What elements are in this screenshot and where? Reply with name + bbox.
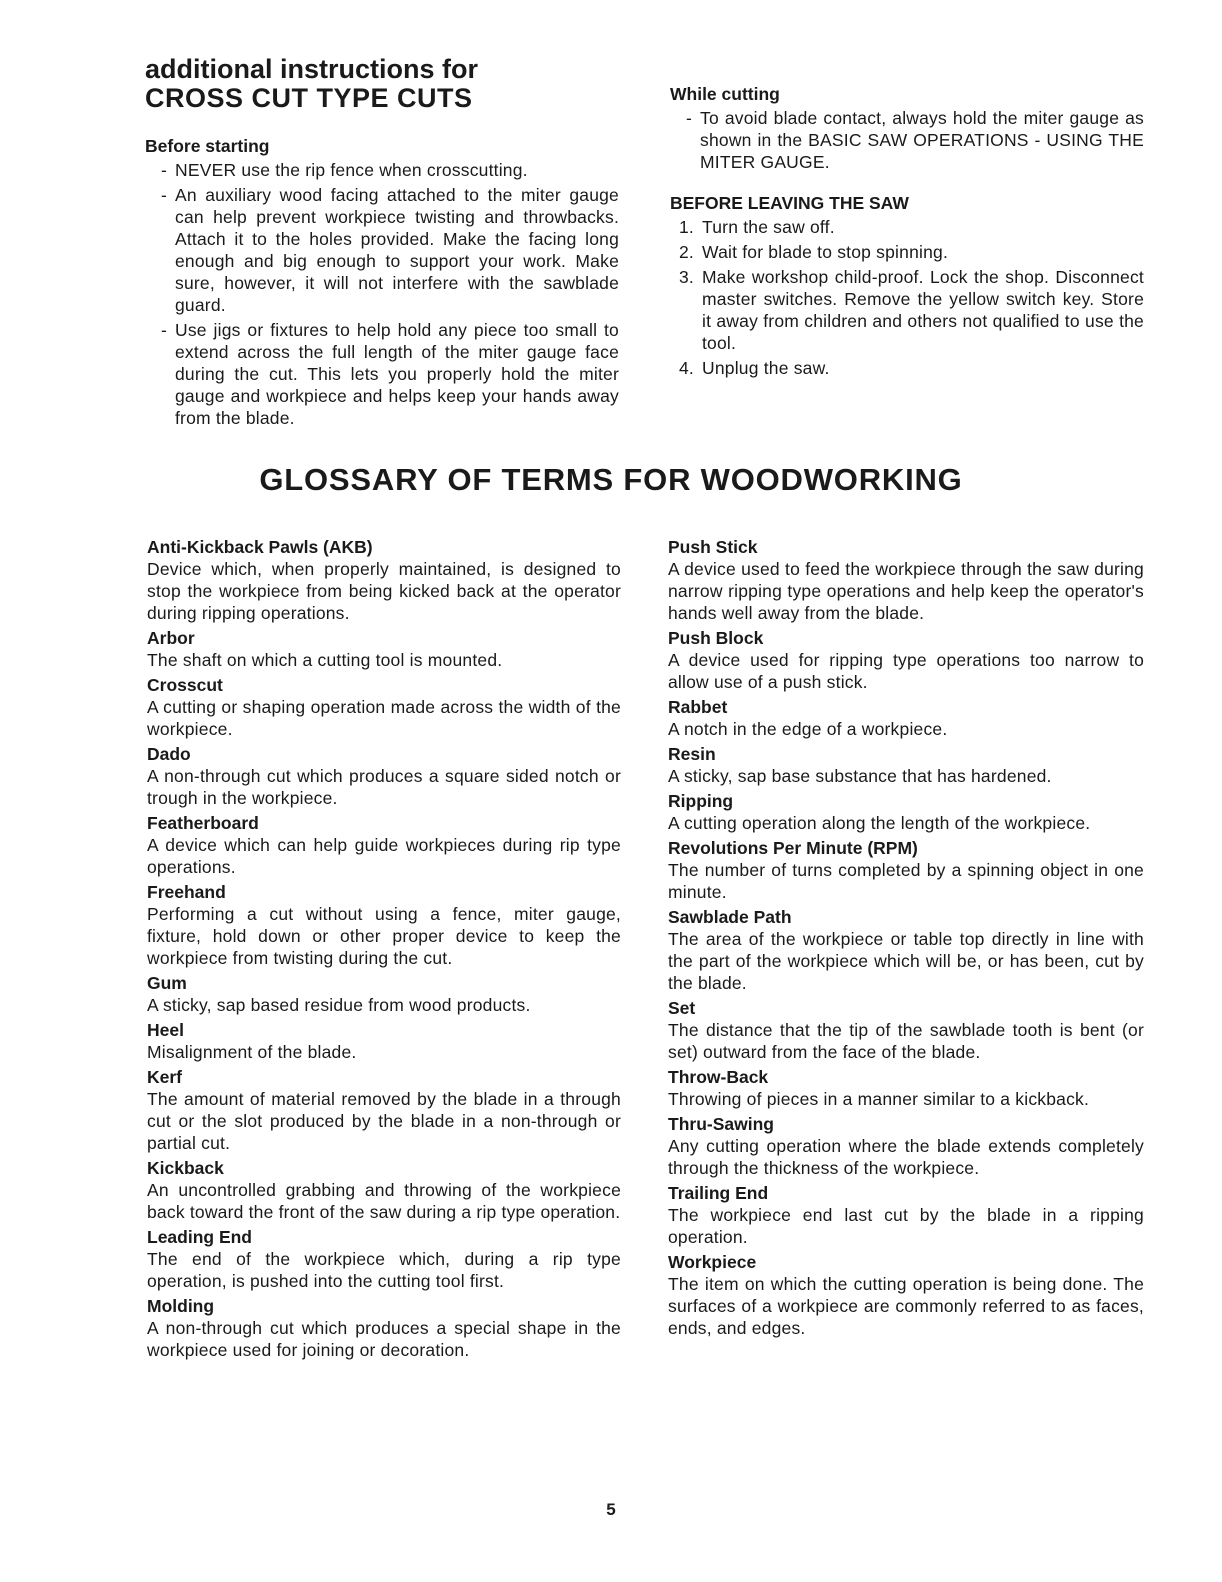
page-number: 5 bbox=[606, 1500, 616, 1519]
glossary-term: Heel bbox=[147, 1020, 184, 1040]
glossary-entry bbox=[668, 1113, 1144, 1179]
glossary-entry bbox=[147, 1295, 621, 1361]
before-leaving-list bbox=[670, 216, 1144, 379]
before-leaving-item bbox=[670, 216, 1144, 238]
glossary-definition: A device used to feed the workpiece through the saw during narrow ripping type operations and help keep the operator's hands well away from the blade. bbox=[668, 559, 1144, 623]
glossary-definition: The area of the workpiece or table top directly in line with the part of the workpiece which will be, or has been, cut by the blade. bbox=[668, 929, 1144, 993]
while-cutting-section bbox=[670, 83, 1144, 382]
glossary-term: Featherboard bbox=[147, 813, 259, 833]
glossary-term: Resin bbox=[668, 744, 716, 764]
glossary-term: Leading End bbox=[147, 1227, 252, 1247]
glossary-term: Set bbox=[668, 998, 696, 1018]
before-starting-list bbox=[145, 159, 619, 429]
glossary-term: Ripping bbox=[668, 791, 734, 811]
glossary-entry bbox=[147, 972, 621, 1016]
glossary-definition: The amount of material removed by the blade in a through cut or the slot produced by the blade in a non-through or partial cut. bbox=[147, 1089, 621, 1153]
glossary-term: Rabbet bbox=[668, 697, 728, 717]
glossary-term: Throw-Back bbox=[668, 1067, 769, 1087]
step-number: 2. bbox=[679, 242, 694, 262]
glossary-term: Sawblade Path bbox=[668, 907, 792, 927]
before-leaving-item bbox=[670, 357, 1144, 379]
glossary-term: Kerf bbox=[147, 1067, 183, 1087]
glossary-definition: A non-through cut which produces a square sided notch or trough in the workpiece. bbox=[147, 766, 621, 808]
glossary-definition: A cutting or shaping operation made across the width of the workpiece. bbox=[147, 697, 621, 739]
before-leaving-heading: BEFORE LEAVING THE SAW bbox=[670, 193, 909, 213]
glossary-term: Revolutions Per Minute (RPM) bbox=[668, 838, 918, 858]
glossary-term: Gum bbox=[147, 973, 187, 993]
glossary-term: Push Stick bbox=[668, 537, 758, 557]
glossary-entry bbox=[147, 1066, 621, 1154]
glossary-entry bbox=[147, 743, 621, 809]
before-starting-heading: Before starting bbox=[145, 136, 270, 156]
glossary-term: Push Block bbox=[668, 628, 764, 648]
glossary-entry bbox=[668, 1251, 1144, 1339]
glossary-entry bbox=[668, 696, 1144, 740]
glossary-definition: The workpiece end last cut by the blade in a ripping operation. bbox=[668, 1205, 1144, 1247]
step-text: Make workshop child-proof. Lock the shop. Disconnect master switches. Remove the yellow switch key. Store it away from children and others not qualified to use the tool. bbox=[702, 267, 1144, 353]
glossary-definition: The shaft on which a cutting tool is mounted. bbox=[147, 650, 503, 670]
step-text: Unplug the saw. bbox=[702, 358, 830, 378]
step-number: 3. bbox=[679, 267, 694, 287]
glossary-definition: A sticky, sap base substance that has hardened. bbox=[668, 766, 1052, 786]
glossary-definition: The number of turns completed by a spinning object in one minute. bbox=[668, 860, 1144, 902]
glossary-entry bbox=[668, 627, 1144, 693]
glossary-entry bbox=[147, 812, 621, 878]
before-leaving-item bbox=[670, 266, 1144, 354]
glossary-term: Freehand bbox=[147, 882, 226, 902]
glossary-entry bbox=[147, 881, 621, 969]
glossary-entry bbox=[668, 790, 1144, 834]
glossary-entry bbox=[147, 536, 621, 624]
while-cutting-item: - To avoid blade contact, always hold the miter gauge as shown in the BASIC SAW OPERATIONS - USING THE MITER GAUGE. bbox=[670, 107, 1144, 173]
glossary-definition: A cutting operation along the length of the workpiece. bbox=[668, 813, 1091, 833]
glossary-left-column bbox=[147, 536, 621, 1364]
glossary-entry bbox=[668, 997, 1144, 1063]
section-title-line1: additional instructions for bbox=[145, 54, 479, 84]
glossary-definition: A sticky, sap based residue from wood products. bbox=[147, 995, 531, 1015]
glossary-entry bbox=[668, 1182, 1144, 1248]
glossary-term: Thru-Sawing bbox=[668, 1114, 774, 1134]
glossary-definition: Any cutting operation where the blade extends completely through the thickness of the workpiece. bbox=[668, 1136, 1144, 1178]
glossary-definition: Performing a cut without using a fence, miter gauge, fixture, hold down or other proper device to keep the workpiece from twisting during the cut. bbox=[147, 904, 621, 968]
glossary-entry bbox=[668, 1066, 1144, 1110]
glossary-definition: A notch in the edge of a workpiece. bbox=[668, 719, 948, 739]
glossary-entry bbox=[668, 536, 1144, 624]
before-starting-item: - NEVER use the rip fence when crosscutting. bbox=[145, 159, 619, 181]
glossary-term: Molding bbox=[147, 1296, 215, 1316]
while-cutting-heading: While cutting bbox=[670, 84, 780, 104]
glossary-entry bbox=[668, 906, 1144, 994]
step-number: 1. bbox=[679, 217, 694, 237]
while-cutting-list bbox=[670, 107, 1144, 173]
glossary-right-column bbox=[668, 536, 1144, 1342]
glossary-definition: Device which, when properly maintained, is designed to stop the workpiece from being kicked back at the operator during ripping operations. bbox=[147, 559, 621, 623]
glossary-definition: An uncontrolled grabbing and throwing of the workpiece back toward the front of the saw during a rip type operation. bbox=[147, 1180, 621, 1222]
glossary-entry bbox=[668, 837, 1144, 903]
glossary-term: Anti-Kickback Pawls (AKB) bbox=[147, 537, 373, 557]
glossary-definition: A device used for ripping type operations too narrow to allow use of a push stick. bbox=[668, 650, 1144, 692]
glossary-definition: The end of the workpiece which, during a rip type operation, is pushed into the cutting tool first. bbox=[147, 1249, 621, 1291]
before-starting-item: - An auxiliary wood facing attached to the miter gauge can help prevent workpiece twisting and throwbacks. Attach it to the holes provided. Make the facing long enough and big enough to support your work. Make sure, however, it will not interfere with the sawblade guard. bbox=[145, 184, 619, 316]
glossary-term: Dado bbox=[147, 744, 191, 764]
glossary-definition: The distance that the tip of the sawblade tooth is bent (or set) outward from the face of the blade. bbox=[668, 1020, 1144, 1062]
glossary-term: Arbor bbox=[147, 628, 195, 648]
glossary-term: Kickback bbox=[147, 1158, 224, 1178]
glossary-definition: Misalignment of the blade. bbox=[147, 1042, 357, 1062]
cross-cut-section bbox=[145, 55, 619, 432]
before-starting-item: - Use jigs or fixtures to help hold any piece too small to extend across the full length of the miter gauge face during the cut. This lets you properly hold the miter gauge and workpiece and helps keep your hands away from the blade. bbox=[145, 319, 619, 429]
section-title-line2: CROSS CUT TYPE CUTS bbox=[145, 83, 473, 113]
glossary-definition: The item on which the cutting operation is being done. The surfaces of a workpiece are commonly referred to as faces, ends, and edges. bbox=[668, 1274, 1144, 1338]
glossary-definition: A device which can help guide workpieces during rip type operations. bbox=[147, 835, 621, 877]
glossary-term: Trailing End bbox=[668, 1183, 769, 1203]
step-text: Wait for blade to stop spinning. bbox=[702, 242, 949, 262]
glossary-entry bbox=[147, 1157, 621, 1223]
glossary-entry bbox=[668, 743, 1144, 787]
step-text: Turn the saw off. bbox=[702, 217, 835, 237]
glossary-entry bbox=[147, 674, 621, 740]
glossary-definition: Throwing of pieces in a manner similar to a kickback. bbox=[668, 1089, 1090, 1109]
glossary-entry bbox=[147, 1226, 621, 1292]
glossary-entry bbox=[147, 1019, 621, 1063]
glossary-term: Crosscut bbox=[147, 675, 223, 695]
glossary-entry bbox=[147, 627, 621, 671]
glossary-term: Workpiece bbox=[668, 1252, 757, 1272]
step-number: 4. bbox=[679, 358, 694, 378]
glossary-title: GLOSSARY OF TERMS FOR WOODWORKING bbox=[259, 462, 963, 497]
before-leaving-item bbox=[670, 241, 1144, 263]
glossary-definition: A non-through cut which produces a special shape in the workpiece used for joining or decoration. bbox=[147, 1318, 621, 1360]
